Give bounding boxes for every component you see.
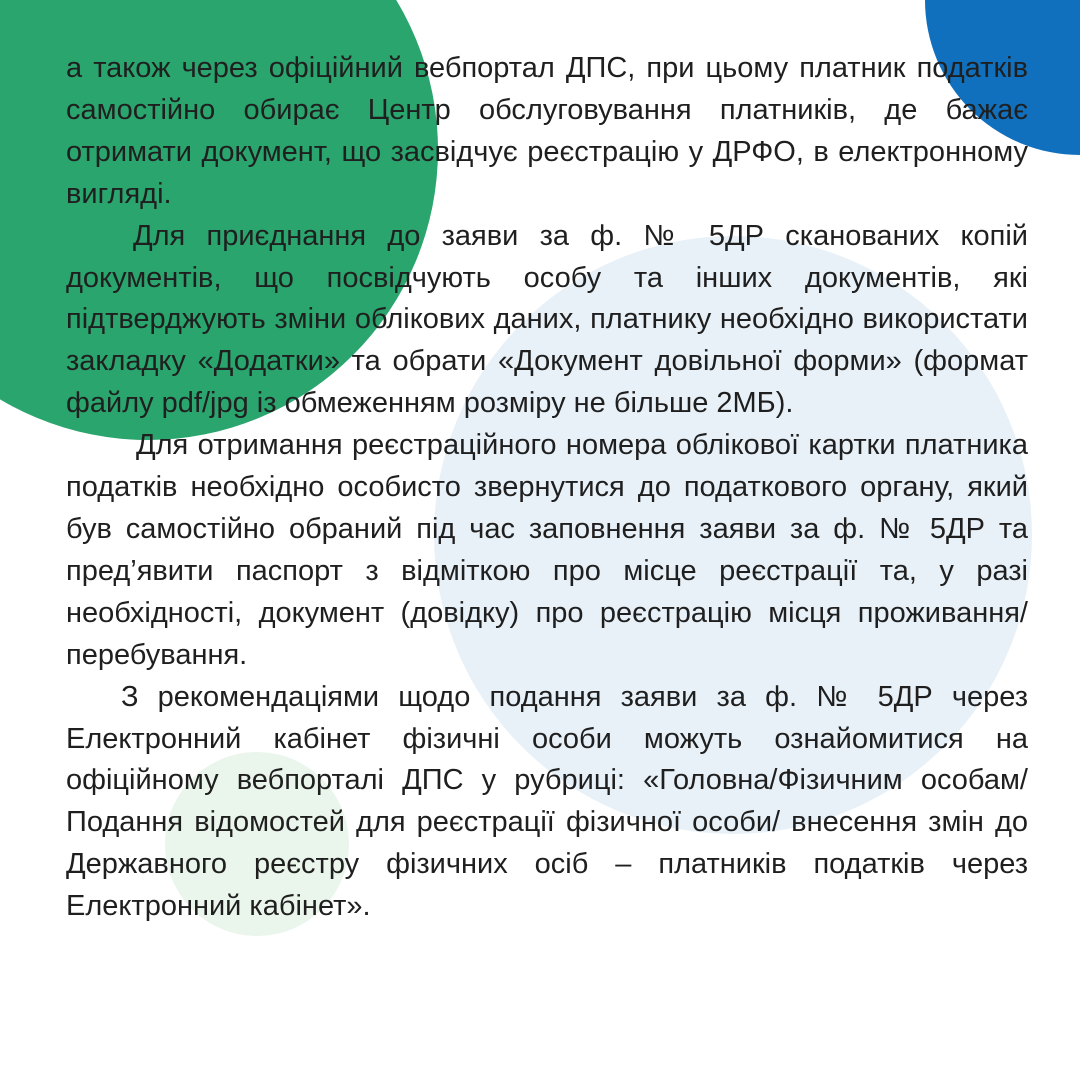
paragraph-webportal: а також через офіційний вебпортал ДПС, при цьому платник податків самостійно обирає Центр обслуговування платників, де бажає отримати документ, що засвідчує реєстрацію у ДРФО, в електронному вигляді. [66, 52, 1028, 210]
document-body [66, 48, 1028, 928]
paragraph-registration-number: Для отримання реєстраційного номера облікової картки платника податків необхідно особисто звернутися до податкового органу, який був самостійно обраний під час заповнення заяви за ф. № 5ДР та пред’явити паспорт з відміткою про місце реєстрації та, у разі необхідності, документ (довідку) про реєстрацію місця проживання/перебування. [66, 429, 1028, 671]
paragraph-recommendations: З рекомендаціями щодо подання заяви за ф. № 5ДР через Електронний кабінет фізичні особи можуть ознайомитися на офіційному вебпорталі ДПС у рубриці: «Головна/Фізичним особам/Подання відомостей для реєстрації фізичної особи/ внесення змін до Державного реєстру фізичних осіб – платників податків через Електронний кабінет». [66, 680, 1028, 923]
paragraph-attachments: Для приєднання до заяви за ф. № 5ДР сканованих копій документів, що посвідчують особу та інших документів, які підтверджують зміни облікових даних, платнику необхідно використати закладку «Додатки» та обрати «Документ довільної форми» (формат файлу pdf/jpg із обмеженням розміру не більше 2МБ). [66, 219, 1028, 420]
